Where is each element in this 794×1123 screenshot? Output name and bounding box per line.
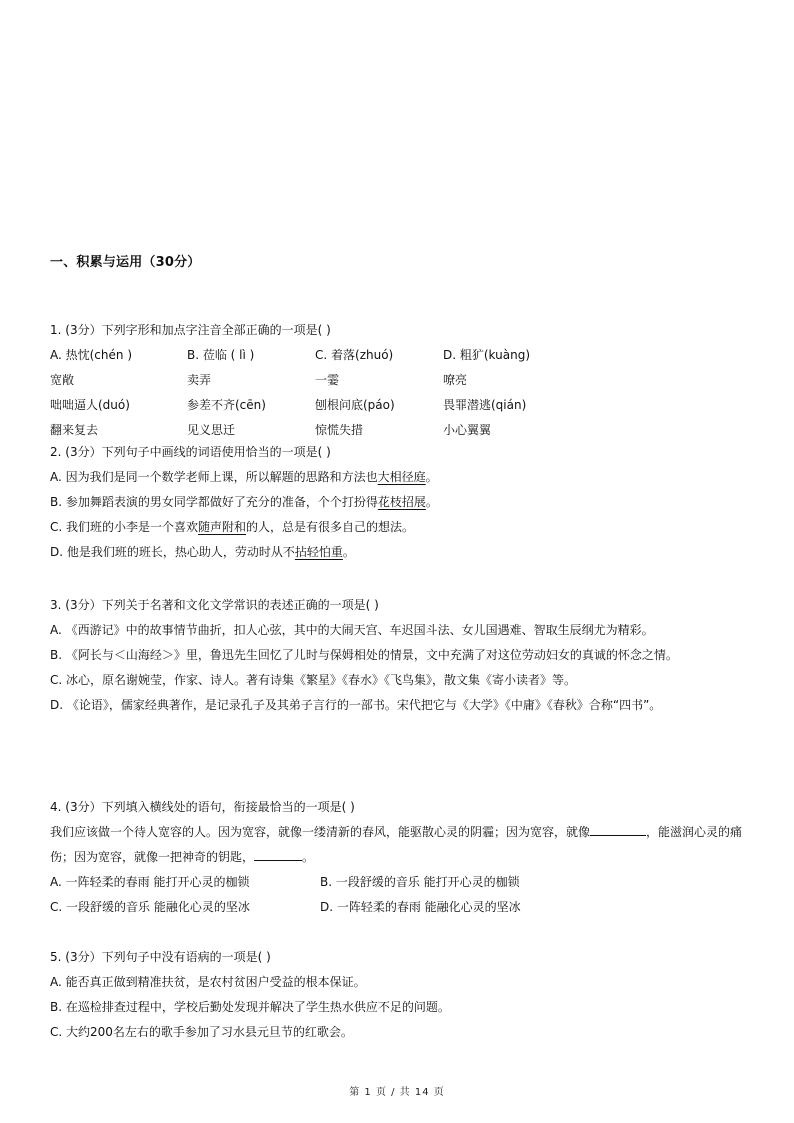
q5-option-c: C. 大约200名左右的歌手参加了习水县元旦节的红歌会。	[50, 1025, 353, 1039]
q1-cell: 小心翼翼	[443, 423, 492, 437]
q4-option-b: B. 一段舒缓的音乐 能打开心灵的枷锁	[320, 875, 520, 889]
q2-option-b: B. 参加舞蹈表演的男女同学都做好了充分的准备，个个打扮得花枝招展。	[50, 495, 438, 509]
q5-option-b: B. 在巡检排查过程中，学校后勤处发现并解决了学生热水供应不足的问题。	[50, 1000, 450, 1014]
question-2-stem: 2. (3分）下列句子中画线的词语使用恰当的一项是( )	[50, 445, 331, 459]
q3-option-d: D. 《论语》，儒家经典著作，是记录孔子及其弟子言行的一部书。宋代把它与《大学》《中庸》《春秋》合称“四书”。	[50, 698, 662, 712]
page-footer: 第 1 页 / 共 14 页	[349, 1087, 445, 1098]
q4-options	[50, 870, 750, 920]
question-1-grid	[50, 343, 750, 443]
q4-passage: 我们应该做一个待人宽容的人。因为宽容，就像一缕清新的春风，能驱散心灵的阴霾；因为宽容，就像 ，能滋润心灵的痛伤；因为宽容，就像一把神奇的钥匙， 。	[50, 820, 750, 870]
question-3	[50, 593, 750, 718]
q4-option-a: A. 一阵轻柔的春雨 能打开心灵的枷锁	[50, 875, 250, 889]
q1-cell: 宽敞	[50, 373, 75, 387]
q3-option-a: A. 《西游记》中的故事情节曲折，扣人心弦，其中的大闹天宫、车迟国斗法、女儿国遇难、智取生辰纲尤为精彩。	[50, 623, 654, 637]
question-4	[50, 795, 750, 920]
q1-cell: 嘹亮	[443, 373, 468, 387]
q1-cell: A. 热忱(chén )	[50, 348, 132, 362]
q2-option-a: A. 因为我们是同一个数学老师上课，所以解题的思路和方法也大相径庭。	[50, 470, 438, 484]
q1-cell: 卖弄	[187, 373, 212, 387]
q4-option-d: D. 一阵轻柔的春雨 能融化心灵的坚冰	[320, 900, 521, 914]
q1-cell: 一霎	[315, 373, 340, 387]
q1-cell: D. 粗犷(kuàng)	[443, 348, 530, 362]
q3-option-b: B. 《阿长与＜山海经＞》里，鲁迅先生回忆了儿时与保姆相处的情景，文中充满了对这位劳动妇女的真诚的怀念之情。	[50, 648, 678, 662]
q1-cell: 翻来复去	[50, 423, 99, 437]
fill-blank	[254, 846, 302, 861]
q1-cell: 刨根问底(páo)	[315, 398, 395, 412]
fill-blank	[590, 821, 646, 836]
q1-cell: 参差不齐(cēn)	[187, 398, 266, 412]
q3-option-c: C. 冰心，原名谢婉莹，作家、诗人。著有诗集《繁星》《春水》《飞鸟集》，散文集《寄小读者》等。	[50, 673, 577, 687]
q1-cell: 惊慌失措	[315, 423, 364, 437]
question-3-stem: 3. (3分）下列关于名著和文化文学常识的表述正确的一项是( )	[50, 598, 379, 612]
underlined-phrase: 大相径庭	[377, 470, 426, 484]
q1-cell: B. 莅临 ( lì )	[187, 348, 255, 362]
q1-cell: 咄咄逼人(duó)	[50, 398, 130, 412]
q1-cell: 畏罪潜逃(qián)	[443, 398, 527, 412]
q2-option-d: D. 他是我们班的班长，热心助人，劳动时从不拈轻怕重。	[50, 545, 355, 559]
question-5-stem: 5. (3分）下列句子中没有语病的一项是( )	[50, 950, 271, 964]
question-2	[50, 440, 750, 565]
q1-cell: C. 着落(zhuó)	[315, 348, 394, 362]
question-4-stem: 4. (3分）下列填入横线处的语句，衔接最恰当的一项是( )	[50, 800, 355, 814]
underlined-phrase: 随声附和	[198, 520, 247, 534]
q4-option-c: C. 一段舒缓的音乐 能融化心灵的坚冰	[50, 900, 250, 914]
underlined-phrase: 拈轻怕重	[294, 545, 343, 559]
section-title: 一、积累与运用（30分）	[50, 255, 201, 270]
underlined-phrase: 花枝招展	[377, 495, 426, 509]
q2-option-c: C. 我们班的小李是一个喜欢随声附和的人，总是有很多自己的想法。	[50, 520, 415, 534]
q5-option-a: A. 能否真正做到精准扶贫，是农村贫困户受益的根本保证。	[50, 975, 366, 989]
question-5	[50, 945, 750, 1045]
q1-cell: 见义思迁	[187, 423, 236, 437]
question-1-stem: 1. (3分）下列字形和加点字注音全部正确的一项是( )	[50, 323, 331, 337]
question-1	[50, 318, 750, 443]
